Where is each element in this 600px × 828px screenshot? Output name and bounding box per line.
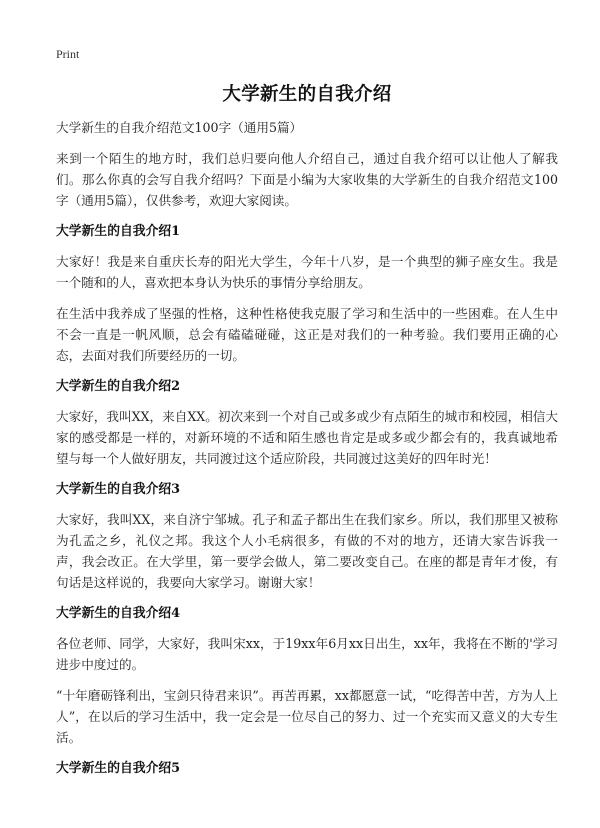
intro-paragraph: 来到一个陌生的地方时，我们总归要向他人介绍自己，通过自我介绍可以让他人了解我们。那么你真的会写自我介绍吗？下面是小编为大家收集的大学新生的自我介绍范文100字（通用5篇），仅供参考，欢迎大家阅读。	[56, 151, 558, 208]
section-2-paragraph-1: 大家好，我叫XX，来自XX。初次来到一个对自己或多或少有点陌生的城市和校园，相信大家的感受都是一样的，对新环境的不适和陌生感也肯定是或多或少都会有的，我真诚地希望与每一个人做好朋友，共同渡过这个适应阶段，共同渡过这美好的四年时光！	[56, 409, 558, 466]
section-heading-1: 大学新生的自我介绍1	[56, 224, 181, 239]
section-1-paragraph-1: 大家好！我是来自重庆长寿的阳光大学生，今年十八岁，是一个典型的狮子座女生。我是一个随和的人，喜欢把本身认为快乐的事情分享给朋友。	[56, 254, 558, 290]
page-subtitle: 大学新生的自我介绍范文100字（通用5篇）	[56, 120, 303, 135]
section-1-paragraph-2: 在生活中我养成了坚强的性格，这种性格使我克服了学习和生活中的一些困难。在人生中不会一直是一帆风顺，总会有磕磕碰碰，这正是对我们的一种考验。我们要用正确的心态，去面对我们所要经历的一切。	[56, 306, 558, 363]
print-link[interactable]: Print	[56, 47, 80, 61]
section-4-paragraph-1: 各位老师、同学，大家好，我叫宋xx，于19xx年6月xx日出生，xx年，我将在不断的'学习进步中度过的。	[56, 636, 558, 672]
section-heading-2: 大学新生的自我介绍2	[56, 379, 181, 394]
section-heading-3: 大学新生的自我介绍3	[56, 482, 181, 497]
section-heading-4: 大学新生的自我介绍4	[56, 606, 181, 621]
section-4-paragraph-2: “十年磨砺锋利出，宝剑只待君来识”。再苦再累，xx都愿意一试，“吃得苦中苦，方为人上人”，在以后的学习生活中，我一定会是一位尽自己的努力、过一个充实而又意义的大专生活。	[56, 688, 558, 745]
page-title: 大学新生的自我介绍	[222, 84, 392, 105]
section-3-paragraph-1: 大家好，我叫XX，来自济宁邹城。孔子和孟子都出生在我们家乡。所以，我们那里又被称为孔孟之乡，礼仪之邦。我这个人小毛病很多，有做的不对的地方，还请大家告诉我一声，我会改正。在大学里，第一要学会做人，第二要改变自己。在座的都是青年才俊，有句话是这样说的，我要向大家学习。谢谢大家！	[56, 512, 558, 590]
section-heading-5: 大学新生的自我介绍5	[56, 761, 181, 776]
